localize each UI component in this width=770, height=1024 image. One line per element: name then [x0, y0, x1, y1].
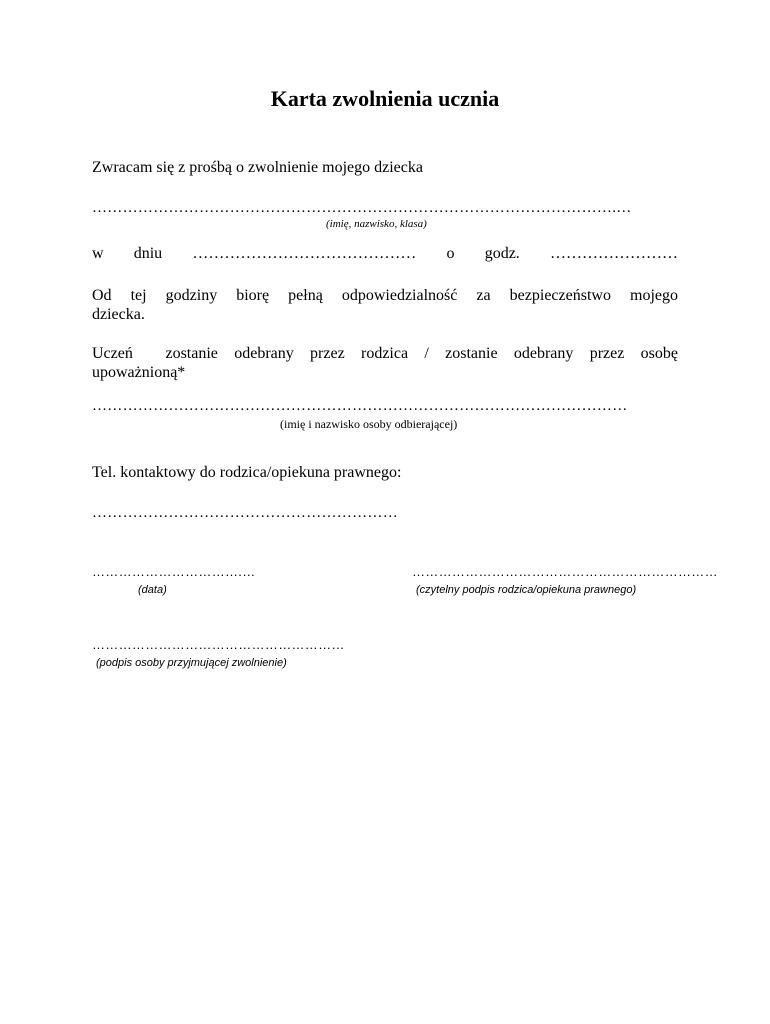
date-time-row [92, 245, 678, 263]
date-field[interactable]: …………………………………… [192, 245, 417, 262]
parent-signature-field[interactable]: …………………………………………………………… [412, 564, 718, 579]
date-signature-field[interactable]: …………………………….… [92, 564, 256, 579]
pickup-line-1: Uczeń zostanie odebrany przez rodzica / zostanie odebrany przez osobę [92, 345, 678, 362]
receiver-signature-field[interactable]: ………………………………………………… [92, 637, 345, 652]
phone-field[interactable]: …………………………………………………… [92, 505, 398, 521]
request-line: Zwracam się z prośbą o zwolnienie mojego dziecka [92, 159, 423, 176]
responsibility-line-2: dziecka. [92, 306, 145, 323]
responsibility-paragraph [92, 286, 678, 324]
receiver-signature-caption: (podpis osoby przyjmującej zwolnienie) [96, 657, 287, 669]
pickup-person-field[interactable]: …………………………………………………………………………………………… [92, 398, 628, 414]
time-field[interactable]: …………………… [549, 245, 678, 262]
pickup-line-2: upoważnioną* [92, 364, 186, 381]
dniu-label: dniu [133, 245, 163, 262]
pickup-person-caption: (imię i nazwisko osoby odbierającej) [280, 417, 458, 431]
w-label: w [92, 245, 104, 262]
pickup-paragraph [92, 344, 678, 382]
godz-label: godz. [484, 245, 520, 262]
student-name-field[interactable]: ………………………………………………………………………………………….… [92, 200, 632, 216]
date-signature-caption: (data) [138, 584, 167, 596]
o-label: o [446, 245, 455, 262]
responsibility-line-1: Od tej godziny biorę pełną odpowiedzialność za bezpieczeństwo mojego [92, 287, 678, 304]
parent-signature-caption: (czytelny podpis rodzica/opiekuna prawnego) [416, 584, 637, 596]
phone-label: Tel. kontaktowy do rodzica/opiekuna prawnego: [92, 464, 402, 481]
student-name-caption: (imię, nazwisko, klasa) [326, 218, 427, 230]
document-title: Karta zwolnienia ucznia [270, 86, 500, 111]
